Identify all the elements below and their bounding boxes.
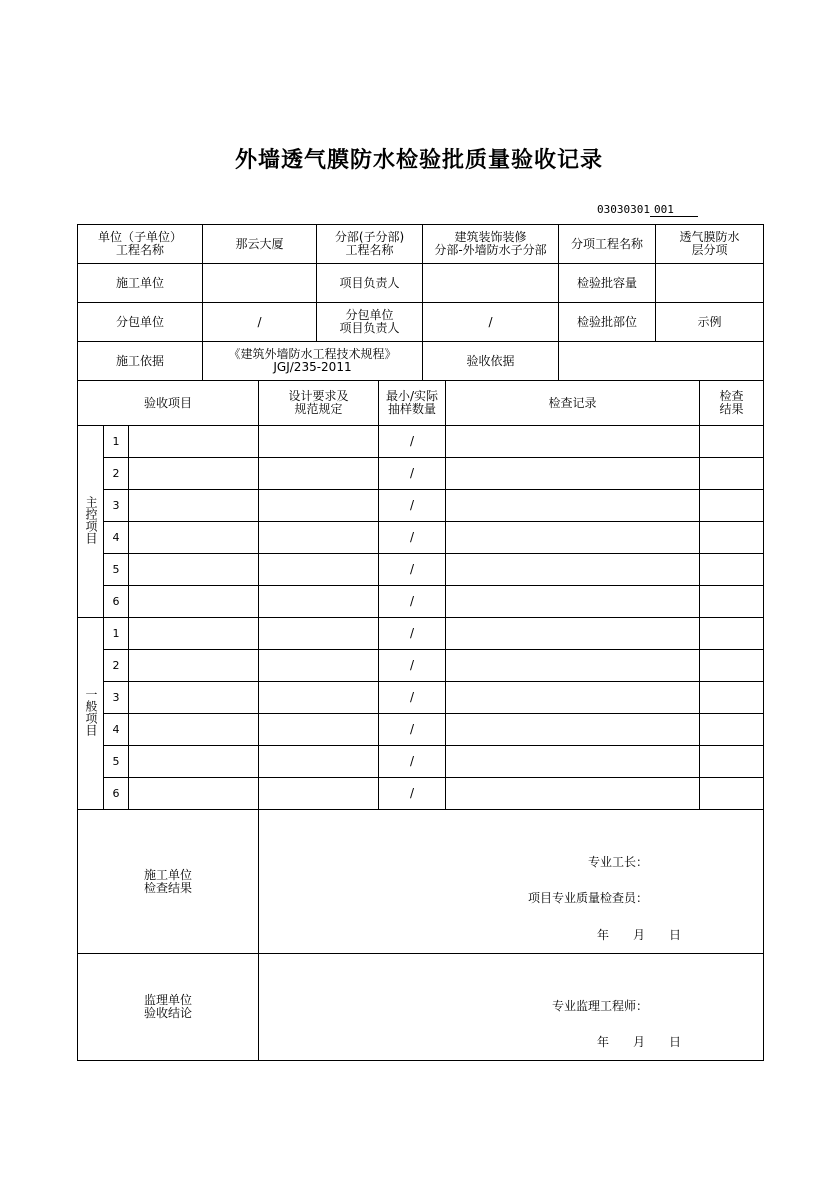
main-control-group-label: 主控项目 — [78, 426, 104, 618]
table-row — [78, 522, 764, 554]
design-cell[interactable] — [259, 714, 379, 746]
sample-cell[interactable]: / — [379, 522, 446, 554]
item-cell[interactable] — [129, 554, 259, 586]
subdivision-name-label: 分部(子分部) 工程名称 — [317, 225, 423, 264]
table-row — [78, 458, 764, 490]
header-table — [77, 224, 764, 381]
header-row-1 — [78, 225, 764, 264]
page-title: 外墙透气膜防水检验批质量验收记录 — [234, 147, 603, 173]
batch-part-label: 检验批部位 — [559, 303, 656, 342]
design-cell[interactable] — [259, 746, 379, 778]
design-cell[interactable] — [259, 554, 379, 586]
table-row — [78, 586, 764, 618]
row-number: 6 — [104, 586, 129, 618]
project-manager-label: 项目负责人 — [317, 264, 423, 303]
result-cell[interactable] — [700, 682, 764, 714]
subcontractor-value[interactable]: / — [203, 303, 317, 342]
sample-cell[interactable]: / — [379, 618, 446, 650]
item-cell[interactable] — [129, 746, 259, 778]
month-label: 月 — [633, 928, 646, 942]
result-cell[interactable] — [700, 458, 764, 490]
project-manager-value[interactable] — [423, 264, 559, 303]
header-row-2 — [78, 264, 764, 303]
design-cell[interactable] — [259, 778, 379, 810]
result-cell[interactable] — [700, 490, 764, 522]
year-label: 年 — [596, 1035, 609, 1049]
supervisor-check-area[interactable] — [259, 954, 764, 1061]
unit-name-label: 单位（子单位） 工程名称 — [78, 225, 203, 264]
contractor-label: 施工单位 — [78, 264, 203, 303]
row-number: 4 — [104, 714, 129, 746]
design-cell[interactable] — [259, 490, 379, 522]
row-number: 5 — [104, 554, 129, 586]
result-cell[interactable] — [700, 746, 764, 778]
document-number-prefix: 03030301 — [597, 203, 650, 216]
sample-cell[interactable]: / — [379, 426, 446, 458]
batch-capacity-value[interactable] — [656, 264, 764, 303]
contractor-date — [573, 929, 681, 942]
record-cell[interactable] — [446, 586, 700, 618]
row-number: 6 — [104, 778, 129, 810]
record-cell[interactable] — [446, 714, 700, 746]
result-cell[interactable] — [700, 714, 764, 746]
document-number-suffix: 001 — [650, 203, 698, 217]
col-item: 验收项目 — [78, 381, 259, 426]
sample-cell[interactable]: / — [379, 714, 446, 746]
sample-cell[interactable]: / — [379, 682, 446, 714]
record-cell[interactable] — [446, 650, 700, 682]
design-cell[interactable] — [259, 682, 379, 714]
column-header-row — [78, 381, 764, 426]
result-cell[interactable] — [700, 586, 764, 618]
result-cell[interactable] — [700, 650, 764, 682]
signature-section — [78, 810, 764, 1061]
batch-part-value[interactable]: 示例 — [656, 303, 764, 342]
sample-cell[interactable]: / — [379, 554, 446, 586]
table-row — [78, 618, 764, 650]
foreman-label: 专业工长： — [588, 855, 649, 869]
table-row — [78, 682, 764, 714]
row-number: 4 — [104, 522, 129, 554]
item-name-label: 分项工程名称 — [559, 225, 656, 264]
item-cell[interactable] — [129, 618, 259, 650]
item-cell[interactable] — [129, 586, 259, 618]
design-cell[interactable] — [259, 650, 379, 682]
contractor-value[interactable] — [203, 264, 317, 303]
sample-cell[interactable]: / — [379, 746, 446, 778]
record-cell[interactable] — [446, 458, 700, 490]
construction-basis-value[interactable]: 《建筑外墙防水工程技术规程》 JGJ/235-2011 — [203, 342, 423, 381]
record-cell[interactable] — [446, 746, 700, 778]
construction-basis-label: 施工依据 — [78, 342, 203, 381]
item-name-value[interactable]: 透气膜防水 层分项 — [656, 225, 764, 264]
unit-name-value[interactable]: 那云大厦 — [203, 225, 317, 264]
supervisor-check-label: 监理单位 验收结论 — [78, 954, 259, 1061]
design-cell[interactable] — [259, 426, 379, 458]
sub-pm-label: 分包单位 项目负责人 — [317, 303, 423, 342]
result-cell[interactable] — [700, 426, 764, 458]
year-label: 年 — [596, 928, 609, 942]
item-cell[interactable] — [129, 682, 259, 714]
row-number: 5 — [104, 746, 129, 778]
item-cell[interactable] — [129, 426, 259, 458]
record-cell[interactable] — [446, 522, 700, 554]
record-cell[interactable] — [446, 682, 700, 714]
day-label: 日 — [669, 928, 682, 942]
record-cell[interactable] — [446, 490, 700, 522]
supervisor-check-row — [78, 954, 764, 1061]
sample-cell[interactable]: / — [379, 458, 446, 490]
contractor-check-row — [78, 810, 764, 954]
record-cell[interactable] — [446, 618, 700, 650]
contractor-check-label: 施工单位 检查结果 — [78, 810, 259, 954]
item-cell[interactable] — [129, 778, 259, 810]
design-cell[interactable] — [259, 618, 379, 650]
design-cell[interactable] — [259, 458, 379, 490]
table-row — [78, 778, 764, 810]
sample-cell[interactable]: / — [379, 586, 446, 618]
col-design: 设计要求及 规范规定 — [259, 381, 379, 426]
batch-capacity-label: 检验批容量 — [559, 264, 656, 303]
col-record: 检查记录 — [446, 381, 700, 426]
result-cell[interactable] — [700, 778, 764, 810]
design-cell[interactable] — [259, 586, 379, 618]
supervising-engineer-label: 专业监理工程师： — [552, 999, 649, 1013]
acceptance-basis-value[interactable] — [559, 342, 764, 381]
design-cell[interactable] — [259, 522, 379, 554]
month-label: 月 — [633, 1035, 646, 1049]
col-result: 检查 结果 — [700, 381, 764, 426]
table-row — [78, 490, 764, 522]
row-number: 3 — [104, 490, 129, 522]
day-label: 日 — [669, 1035, 682, 1049]
table-row — [78, 554, 764, 586]
result-cell[interactable] — [700, 554, 764, 586]
col-sample: 最小/实际 抽样数量 — [379, 381, 446, 426]
table-row — [78, 714, 764, 746]
inspection-table-body — [78, 381, 764, 810]
table-row — [78, 426, 764, 458]
sample-cell[interactable]: / — [379, 778, 446, 810]
supervisor-date — [573, 1036, 681, 1049]
header-row-4 — [78, 342, 764, 381]
item-cell[interactable] — [129, 490, 259, 522]
sample-cell[interactable]: / — [379, 650, 446, 682]
result-cell[interactable] — [700, 618, 764, 650]
table-row — [78, 650, 764, 682]
sample-cell[interactable]: / — [379, 490, 446, 522]
subdivision-name-value[interactable]: 建筑装饰装修 分部-外墙防水子分部 — [423, 225, 559, 264]
sub-pm-value[interactable]: / — [423, 303, 559, 342]
quality-inspector-label: 项目专业质量检查员： — [528, 891, 649, 905]
acceptance-basis-label: 验收依据 — [423, 342, 559, 381]
header-row-3 — [78, 303, 764, 342]
item-cell[interactable] — [129, 650, 259, 682]
subcontractor-label: 分包单位 — [78, 303, 203, 342]
general-group-label: 一般项目 — [78, 618, 104, 810]
inspection-table — [77, 380, 764, 1061]
contractor-check-area[interactable] — [259, 810, 764, 954]
row-number: 3 — [104, 682, 129, 714]
row-number: 2 — [104, 458, 129, 490]
row-number: 2 — [104, 650, 129, 682]
row-number: 1 — [104, 426, 129, 458]
record-cell[interactable] — [446, 778, 700, 810]
item-cell[interactable] — [129, 714, 259, 746]
record-cell[interactable] — [446, 426, 700, 458]
record-cell[interactable] — [446, 554, 700, 586]
result-cell[interactable] — [700, 522, 764, 554]
row-number: 1 — [104, 618, 129, 650]
item-cell[interactable] — [129, 522, 259, 554]
document-number — [597, 203, 698, 217]
table-row — [78, 746, 764, 778]
item-cell[interactable] — [129, 458, 259, 490]
